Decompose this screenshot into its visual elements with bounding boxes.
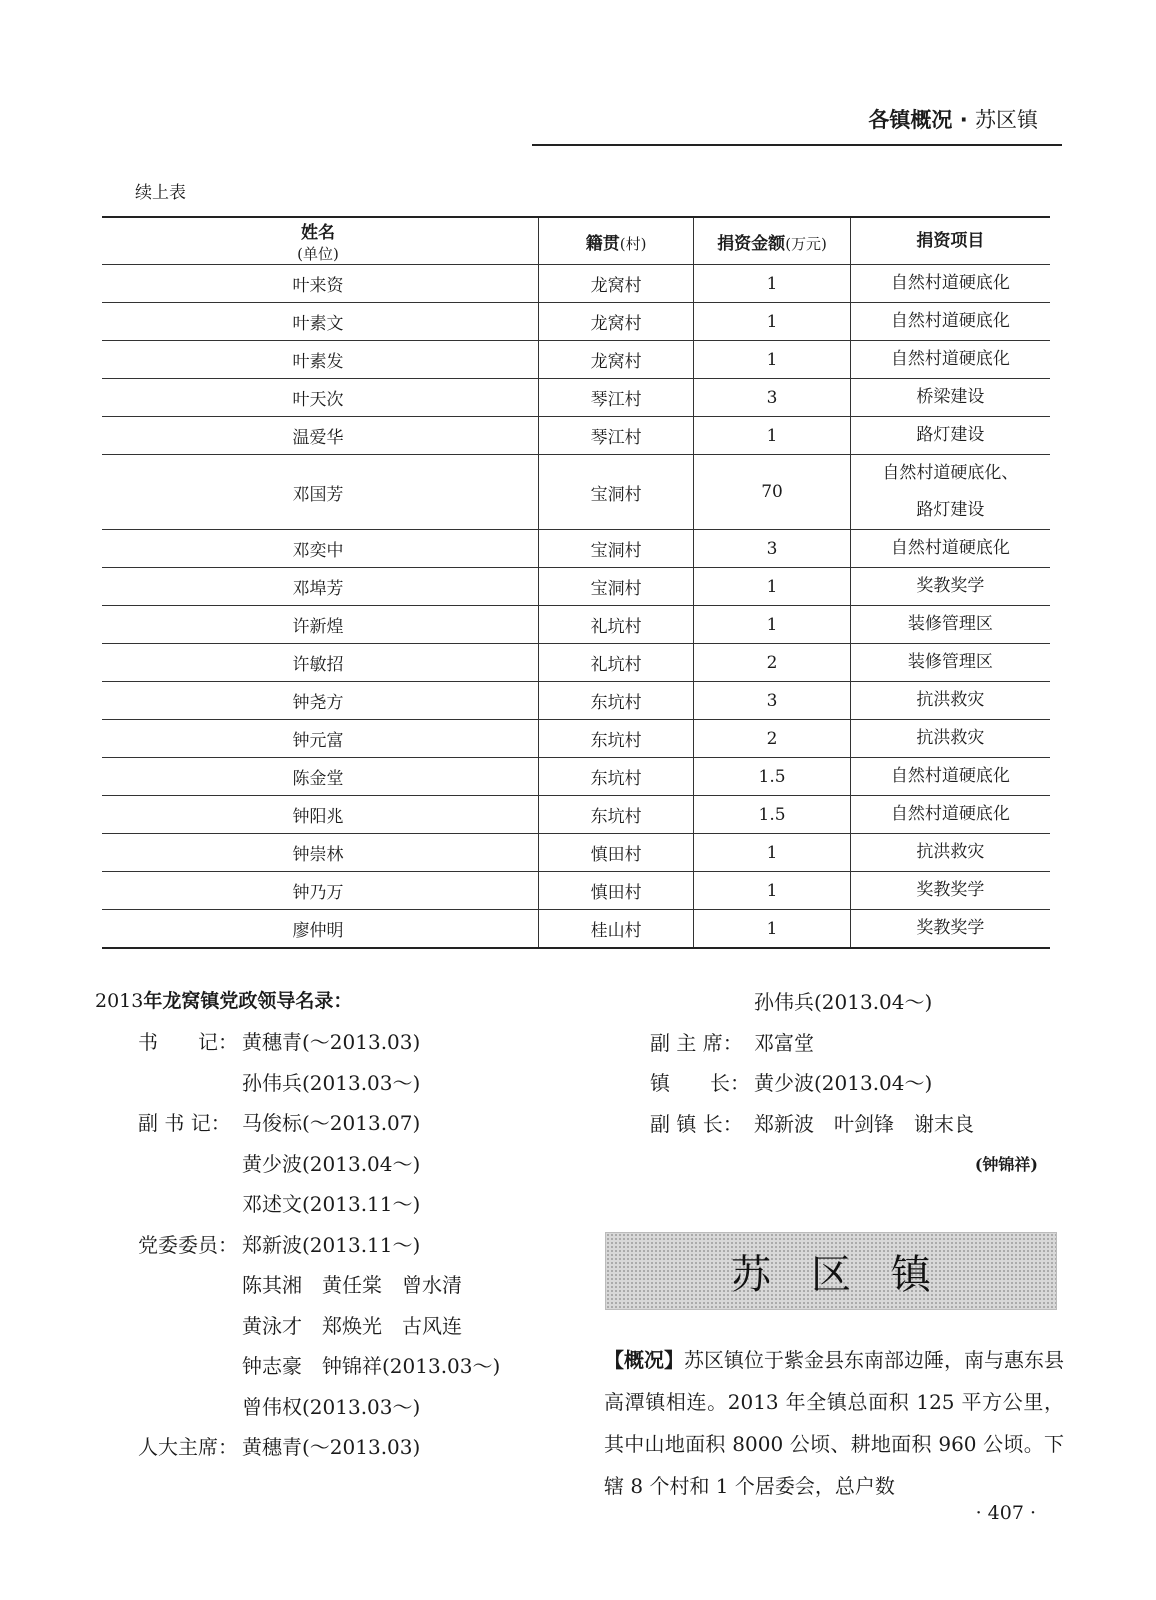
cell-amount: 70 bbox=[694, 455, 850, 530]
leader-line bbox=[650, 1030, 814, 1056]
cell-village: 龙窝村 bbox=[538, 341, 693, 379]
table-row bbox=[102, 910, 1050, 949]
leader-names: 邓富堂 bbox=[754, 1030, 814, 1055]
table-row bbox=[102, 417, 1050, 455]
leader-names: 曾伟权(2013.03～) bbox=[242, 1394, 421, 1419]
table-row bbox=[102, 606, 1050, 644]
section-banner bbox=[605, 1232, 1057, 1310]
table-row bbox=[102, 568, 1050, 606]
leader-line bbox=[138, 1394, 420, 1420]
leader-names: 黄少波(2013.04～) bbox=[242, 1151, 421, 1176]
leader-line bbox=[650, 1111, 974, 1137]
cell-project: 抗洪救灾 bbox=[850, 720, 1050, 758]
running-header bbox=[868, 104, 1038, 134]
cell-amount: 1 bbox=[694, 303, 850, 341]
cell-name: 温爱华 bbox=[102, 417, 538, 455]
leader-position: 党委委员： bbox=[138, 1232, 238, 1257]
cell-amount: 3 bbox=[694, 682, 850, 720]
cell-project: 自然村道硬底化 bbox=[850, 796, 1050, 834]
cell-name: 邓国芳 bbox=[102, 455, 538, 530]
table-body bbox=[102, 265, 1050, 949]
leaders-heading bbox=[95, 986, 352, 1013]
leader-names: 孙伟兵(2013.04～) bbox=[754, 990, 933, 1014]
cell-village: 东坑村 bbox=[538, 720, 693, 758]
leader-names: 邓述文(2013.11～) bbox=[242, 1192, 421, 1216]
cell-amount: 1 bbox=[694, 417, 850, 455]
table-row bbox=[102, 720, 1050, 758]
cell-project: 奖教奖学 bbox=[850, 872, 1050, 910]
table-row bbox=[102, 644, 1050, 682]
table-row bbox=[102, 758, 1050, 796]
leader-names: 黄穗青(～2013.03) bbox=[242, 1435, 421, 1459]
column-header-amount: 捐资金额(万元) bbox=[694, 217, 850, 265]
table-row bbox=[102, 682, 1050, 720]
cell-name: 叶素发 bbox=[102, 341, 538, 379]
leader-names: 钟志豪 钟锦祥(2013.03～) bbox=[242, 1354, 501, 1378]
cell-name: 叶来资 bbox=[102, 265, 538, 303]
leader-names: 黄少波(2013.04～) bbox=[754, 1071, 933, 1095]
cell-name: 钟元富 bbox=[102, 720, 538, 758]
donation-table bbox=[102, 216, 1050, 949]
leader-position: 镇 长： bbox=[650, 1071, 750, 1095]
cell-name: 钟尧方 bbox=[102, 682, 538, 720]
leader-names: 马俊标(～2013.07) bbox=[242, 1111, 421, 1135]
leader-line bbox=[650, 989, 932, 1015]
column-header-village: 籍贯(村) bbox=[538, 217, 693, 265]
table-row bbox=[102, 303, 1050, 341]
cell-amount: 1 bbox=[694, 910, 850, 949]
leader-names: 黄泳才 郑焕光 古风连 bbox=[242, 1313, 462, 1338]
leader-line bbox=[138, 1353, 500, 1379]
leader-position: 副 主 席： bbox=[650, 1030, 743, 1055]
table-row bbox=[102, 379, 1050, 417]
overview-label: 【概况】 bbox=[604, 1348, 684, 1372]
cell-project: 自然村道硬底化 bbox=[850, 530, 1050, 568]
cell-project: 抗洪救灾 bbox=[850, 834, 1050, 872]
cell-project: 桥梁建设 bbox=[850, 379, 1050, 417]
cell-name: 钟乃万 bbox=[102, 872, 538, 910]
cell-name: 邓埠芳 bbox=[102, 568, 538, 606]
cell-project: 抗洪救灾 bbox=[850, 682, 1050, 720]
leader-line bbox=[138, 1232, 420, 1258]
table-row bbox=[102, 530, 1050, 568]
cell-amount: 1 bbox=[694, 834, 850, 872]
leader-names: 孙伟兵(2013.03～) bbox=[242, 1070, 421, 1095]
leader-line bbox=[138, 1070, 420, 1096]
cell-name: 许新煌 bbox=[102, 606, 538, 644]
cell-village: 琴江村 bbox=[538, 379, 693, 417]
cell-village: 龙窝村 bbox=[538, 303, 693, 341]
cell-amount: 1 bbox=[694, 341, 850, 379]
leaders-year: 2013 bbox=[95, 990, 144, 1012]
cell-project: 自然村道硬底化 bbox=[850, 303, 1050, 341]
page-number: · 407 · bbox=[975, 1502, 1036, 1524]
cell-project: 路灯建设 bbox=[850, 417, 1050, 455]
cell-project: 奖教奖学 bbox=[850, 910, 1050, 949]
cell-amount: 2 bbox=[694, 720, 850, 758]
leader-names: 郑新波 叶剑锋 谢末良 bbox=[754, 1111, 974, 1136]
leader-names: 郑新波(2013.11～) bbox=[242, 1232, 421, 1257]
table-header-row bbox=[102, 217, 1050, 265]
cell-project: 自然村道硬底化 bbox=[850, 341, 1050, 379]
cell-amount: 1.5 bbox=[694, 758, 850, 796]
cell-name: 廖仲明 bbox=[102, 910, 538, 949]
overview-text: 苏区镇位于紫金县东南部边陲，南与惠东县高潭镇相连。2013 年全镇总面积 125 平方公里，其中山地面积 8000 公顷、耕地面积 960 公顷。下辖 8 个村和 1 个居委会，总户数 bbox=[604, 1348, 1064, 1498]
cell-amount: 1 bbox=[694, 568, 850, 606]
table-row bbox=[102, 872, 1050, 910]
leader-line bbox=[138, 1434, 420, 1460]
cell-village: 桂山村 bbox=[538, 910, 693, 949]
cell-village: 慎田村 bbox=[538, 834, 693, 872]
cell-project: 奖教奖学 bbox=[850, 568, 1050, 606]
column-header-name: 姓名(单位) bbox=[102, 217, 538, 265]
table-row bbox=[102, 455, 1050, 530]
continued-label: 续上表 bbox=[135, 183, 186, 203]
cell-amount: 1 bbox=[694, 265, 850, 303]
table-row bbox=[102, 834, 1050, 872]
leader-line bbox=[650, 1070, 932, 1096]
cell-village: 宝洞村 bbox=[538, 530, 693, 568]
cell-name: 许敏招 bbox=[102, 644, 538, 682]
cell-project: 装修管理区 bbox=[850, 606, 1050, 644]
cell-project: 自然村道硬底化、 路灯建设 bbox=[850, 455, 1050, 530]
cell-name: 叶天次 bbox=[102, 379, 538, 417]
cell-village: 礼坑村 bbox=[538, 644, 693, 682]
cell-amount: 1 bbox=[694, 872, 850, 910]
section-title: 苏区镇 bbox=[731, 1251, 971, 1298]
leader-line bbox=[138, 1191, 420, 1217]
header-section: 各镇概况 bbox=[868, 108, 953, 132]
table-row bbox=[102, 796, 1050, 834]
cell-village: 东坑村 bbox=[538, 796, 693, 834]
leader-position: 副 镇 长： bbox=[650, 1111, 743, 1136]
header-separator: · bbox=[959, 108, 968, 132]
cell-name: 钟崇林 bbox=[102, 834, 538, 872]
leader-names: 陈其湘 黄任棠 曾水清 bbox=[242, 1273, 462, 1297]
cell-amount: 2 bbox=[694, 644, 850, 682]
leader-line bbox=[138, 1272, 462, 1298]
leader-line bbox=[138, 1151, 420, 1177]
leader-line bbox=[138, 1110, 420, 1136]
table-row bbox=[102, 341, 1050, 379]
cell-name: 邓奕中 bbox=[102, 530, 538, 568]
table-row bbox=[102, 265, 1050, 303]
overview-paragraph bbox=[604, 1339, 1064, 1507]
column-header-project: 捐资项目 bbox=[850, 217, 1050, 265]
leader-position: 副 书 记： bbox=[138, 1111, 231, 1135]
cell-project: 自然村道硬底化 bbox=[850, 265, 1050, 303]
cell-name: 叶素文 bbox=[102, 303, 538, 341]
cell-village: 琴江村 bbox=[538, 417, 693, 455]
cell-village: 宝洞村 bbox=[538, 455, 693, 530]
header-town: 苏区镇 bbox=[975, 108, 1038, 132]
cell-amount: 3 bbox=[694, 530, 850, 568]
cell-name: 陈金堂 bbox=[102, 758, 538, 796]
cell-amount: 1.5 bbox=[694, 796, 850, 834]
leader-position: 书 记： bbox=[138, 1030, 238, 1054]
leaders-heading-text: 年龙窝镇党政领导名录： bbox=[143, 990, 353, 1012]
leader-line bbox=[138, 1029, 420, 1055]
cell-amount: 3 bbox=[694, 379, 850, 417]
cell-village: 宝洞村 bbox=[538, 568, 693, 606]
header-rule bbox=[532, 144, 1062, 146]
source-note: (钟锦祥) bbox=[974, 1155, 1038, 1174]
cell-project: 自然村道硬底化 bbox=[850, 758, 1050, 796]
cell-amount: 1 bbox=[694, 606, 850, 644]
cell-village: 东坑村 bbox=[538, 682, 693, 720]
cell-project: 装修管理区 bbox=[850, 644, 1050, 682]
cell-name: 钟阳兆 bbox=[102, 796, 538, 834]
leader-names: 黄穗青(～2013.03) bbox=[242, 1030, 421, 1054]
cell-village: 慎田村 bbox=[538, 872, 693, 910]
cell-village: 东坑村 bbox=[538, 758, 693, 796]
leader-position: 人大主席： bbox=[138, 1435, 238, 1459]
cell-village: 龙窝村 bbox=[538, 265, 693, 303]
leader-line bbox=[138, 1313, 462, 1339]
cell-village: 礼坑村 bbox=[538, 606, 693, 644]
